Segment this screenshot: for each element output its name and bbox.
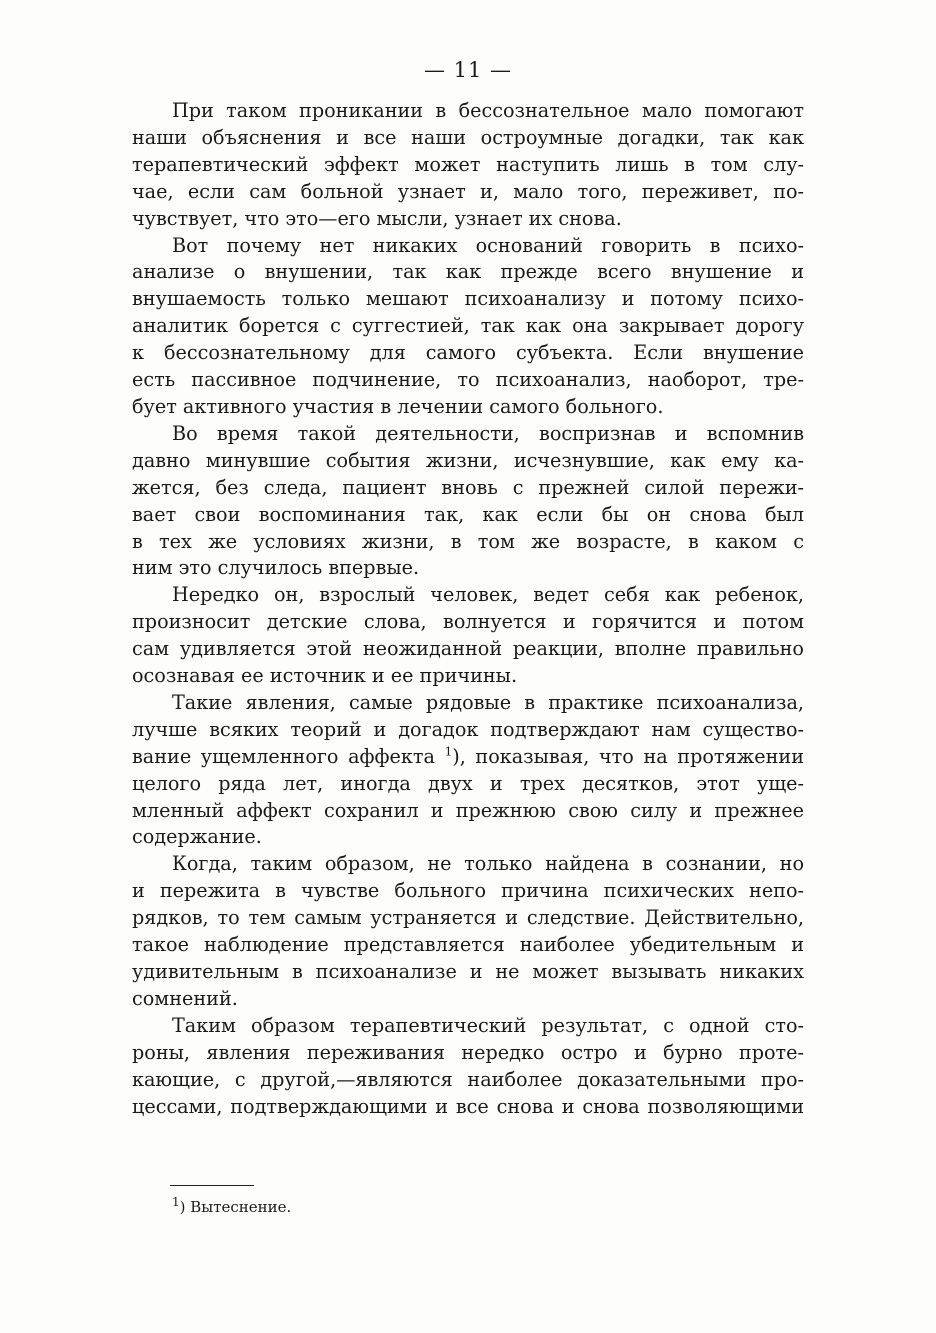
text-line: сам удивляется этой неожиданной реакции, вполне правильно [132,637,804,661]
footnote-mark: 1 [172,1195,180,1209]
paragraph-6 [132,851,804,1012]
text-line: цессами, подтверждающими и все снова и снова позволяющими [132,1094,804,1118]
footnote-text: ) Вытеснение. [179,1198,292,1216]
text-line: роны, явления переживания нередко остро и бурно проте- [132,1040,804,1064]
text-line: кающие, с другой,—являются наиболее доказательными про- [132,1067,804,1091]
text-line: наши объяснения и все наши остроумные догадки, так как [132,125,804,149]
text-line: чае, если сам больной узнает и, мало того, переживет, по- [132,179,804,203]
paragraph-7 [132,1013,804,1121]
text-line: Во время такой деятельности, воспризнав и вспомнив [172,421,804,445]
text-line: к бессознательному для самого субъекта. Если внушение [132,341,804,365]
text-line: вает свои воспоминания так, как если бы он снова был [132,502,804,526]
text-line: Когда, таким образом, не только найдена в сознании, но [172,852,804,876]
text-line: осознавая ее источник и ее причины. [132,664,518,688]
paragraph-5 [132,690,804,851]
text-line: рядков, то тем самым устраняется и следствие. Действительно, [132,906,804,930]
text-line: целого ряда лет, иногда двух и трех десятков, этот уще- [132,771,804,795]
text-line: в тех же условиях жизни, в том же возрасте, в каком с [132,529,804,553]
text-line: При таком проникании в бессознательное мало помогают [172,99,804,122]
body-text [132,98,804,1120]
text-line: сомнений. [132,986,238,1010]
text-line: Вот почему нет никаких оснований говорить в психо- [172,233,804,257]
text-line: Нередко он, взрослый человек, ведет себя как ребенок, [172,583,804,607]
text-line: содержание. [132,825,262,849]
text-line: Такие явления, самые рядовые в практике психоанализа, [172,690,804,714]
text-line: удивительным в психоанализе и не может вызывать никаких [132,960,804,983]
footnote [172,1195,292,1216]
text-line: Таким образом терапевтический результат, с одной сто- [172,1013,804,1037]
text-line: внушаемость только мешают психоанализу и потому психо- [132,287,804,311]
text-line: ним это случилось впервые. [132,556,420,580]
text-line: давно минувшие события жизни, исчезнувшие, как ему ка- [132,448,804,472]
page-number: — 11 — [423,58,513,82]
paragraph-4 [132,582,804,690]
footnote-divider [170,1185,254,1186]
paragraph-3 [132,421,804,582]
text-line: жется, без следа, пациент вновь с прежней силой пережи- [132,475,804,499]
text-line: чувствует, что это—его мысли, узнает их снова. [132,206,622,230]
text-line: анализе о внушении, так как прежде всего внушение и [132,260,804,284]
paragraph-2 [132,233,804,421]
paragraph-1 [132,98,804,233]
footnote-marker: 1 [444,744,453,759]
text-line: вание ущемленного аффекта $^1$), показывая, что на протяжении [132,744,804,768]
text-line: бует активного участия в лечении самого больного. [132,394,664,418]
text-line: и пережита в чувстве больного причина психических непо- [132,879,804,903]
text-line: есть пассивное подчинение, то психоанализ, наоборот, тре- [132,368,804,392]
text-line: мленный аффект сохранил и прежнюю свою силу и прежнее [132,798,804,822]
text-line: произносит детские слова, волнуется и горячится и потом [132,610,804,634]
text-line: такое наблюдение представляется наиболее убедительным и [132,933,804,957]
text-line: аналитик борется с суггестией, так как она закрывает дорогу [132,314,804,338]
text-line: лучше всяких теорий и догадок подтверждают нам существо- [132,717,804,741]
text-line: терапевтический эффект может наступить лишь в том слу- [132,152,804,176]
